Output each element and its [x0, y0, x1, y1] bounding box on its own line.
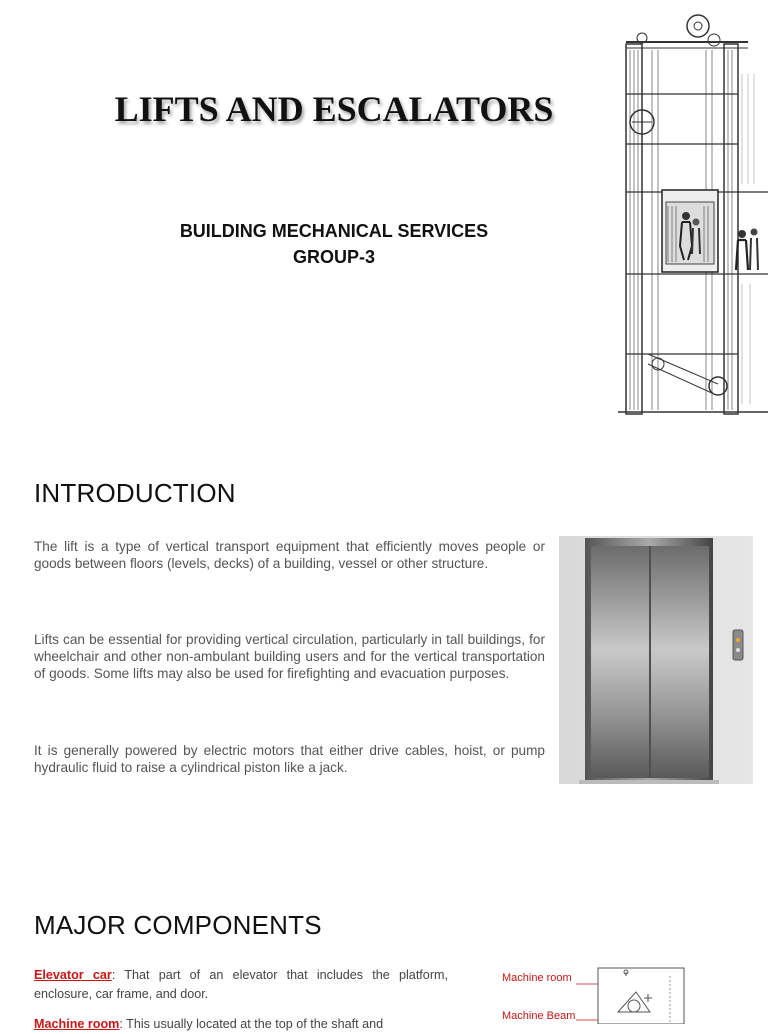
subtitle-line-2: GROUP-3	[292, 247, 375, 267]
component-term: Machine room	[34, 1017, 120, 1031]
intro-paragraph-1: The lift is a type of vertical transport equipment that efficiently moves people or goods between floors (levels, decks) of a building, vessel or other structure.	[34, 539, 545, 571]
introduction-heading: INTRODUCTION	[34, 478, 236, 508]
elevator-door-image	[559, 536, 753, 784]
component-item	[34, 966, 448, 1004]
component-text: : That part of an elevator that includes the platform, enclosure, car frame, and door.	[34, 968, 448, 1001]
diagram-label-machine-room: Machine room	[502, 972, 572, 984]
intro-paragraph-2: Lifts can be essential for providing vertical circulation, particularly in tall buildings, for wheelchair and other non-ambulant building users and for the vertical transportation of goods. Some lifts may also be used for firefighting and evacuation purposes.	[34, 632, 545, 681]
component-text: : This usually located at the top of the shaft and	[119, 1017, 384, 1031]
page-title: LIFTS AND ESCALATORS	[114, 89, 554, 129]
elevator-shaft-illustration	[618, 14, 768, 418]
diagram-label-machine-beam: Machine Beam	[502, 1010, 576, 1022]
intro-paragraph-3: It is generally powered by electric motors that either drive cables, hoist, or pump hydraulic fluid to raise a cylindrical piston like a jack.	[34, 743, 545, 775]
components-diagram	[500, 962, 700, 1024]
components-heading: MAJOR COMPONENTS	[34, 910, 322, 940]
component-term: Elevator car	[34, 968, 112, 982]
subtitle-line-1: BUILDING MECHANICAL SERVICES	[179, 221, 489, 241]
component-item	[34, 1015, 448, 1034]
subtitle	[0, 218, 668, 270]
